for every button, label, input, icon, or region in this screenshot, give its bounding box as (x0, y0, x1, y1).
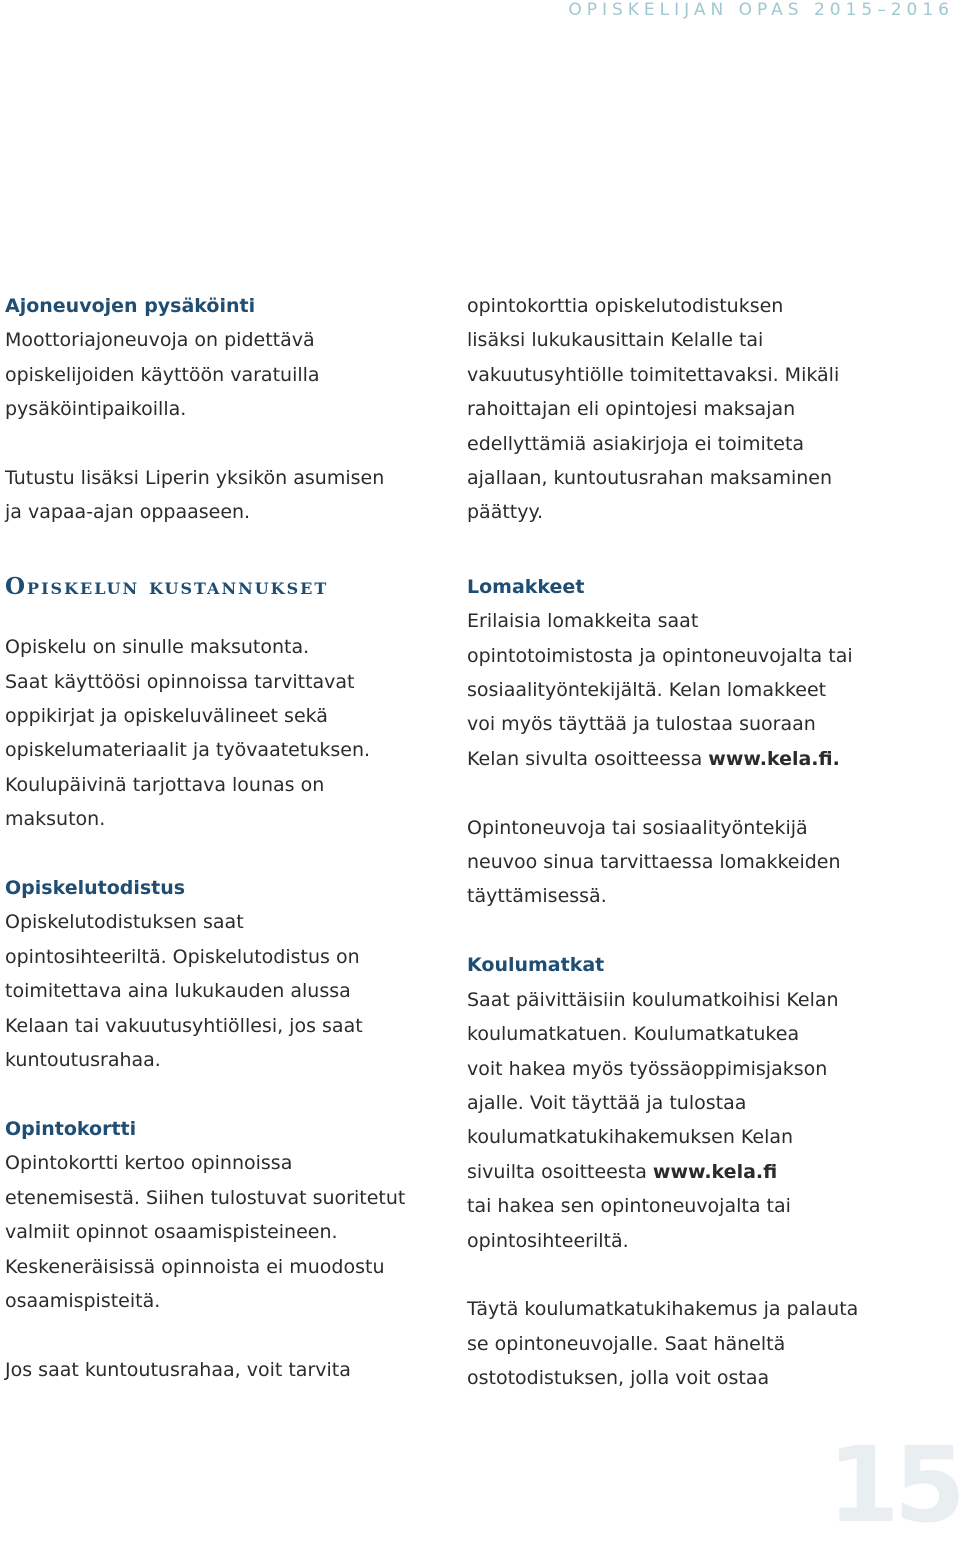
text-line: valmiit opinnot osaamispisteineen. (5, 1221, 338, 1244)
certificate-section (5, 871, 445, 1077)
text-line: Koulupäivinä tarjottava lounas on (5, 773, 325, 796)
costs-section (5, 630, 445, 836)
text-line: toimitettava aina lukukauden alussa (5, 980, 351, 1003)
text-line: täyttämisessä. (467, 885, 607, 908)
text-line: voit hakea myös työssäoppimisjakson (467, 1057, 828, 1080)
text-line: Tutustu lisäksi Liperin yksikön asumisen (5, 467, 385, 490)
parking-heading: Ajoneuvojen pysäköinti (5, 295, 256, 317)
advisor-paragraph (467, 811, 907, 914)
study-card-section (5, 1112, 445, 1318)
text-line: opiskelumateriaalit ja työvaatetuksen. (5, 739, 371, 762)
text-line: Opiskelutodistuksen saat (5, 911, 244, 934)
text-line: edellyttämiä asiakirjoja ei toimiteta (467, 432, 805, 455)
housing-guide-note (5, 461, 445, 530)
text-line: ajallaan, kuntoutusrahan maksaminen (467, 467, 833, 490)
text-line: Saat käyttöösi opinnoissa tarvittavat (5, 670, 355, 693)
text-line: koulumatkatukihakemuksen Kelan (467, 1126, 794, 1149)
travel-section (467, 948, 907, 1258)
study-card-heading: Opintokortti (5, 1117, 137, 1140)
text-line: opintosihteeriltä. (467, 1229, 629, 1252)
text-line: ostotodistuksen, jolla voit ostaa (467, 1367, 770, 1390)
text-line: Keskeneräisissä opinnoista ei muodostu (5, 1255, 385, 1278)
travel-heading: Koulumatkat (467, 954, 605, 977)
text-line: ja vapaa-ajan oppaaseen. (5, 501, 251, 524)
text-line: Opintoneuvoja tai sosiaalityöntekijä (467, 816, 808, 839)
text-line: päättyy. (467, 501, 544, 524)
text-line: kuntoutusrahaa. (5, 1049, 161, 1072)
text-line: pysäköintipaikoilla. (5, 398, 187, 421)
parking-section (5, 289, 445, 427)
costs-section-heading: Opiskelun kustannukset (5, 572, 329, 600)
text-line (467, 1155, 907, 1189)
text-line: maksuton. (5, 808, 106, 831)
left-column (5, 289, 445, 1387)
text-line: lisäksi lukukausittain Kelalle tai (467, 329, 764, 352)
text-line: opintokorttia opiskelutodistuksen (467, 295, 784, 317)
text-line: sosiaalityöntekijältä. Kelan lomakkeet (467, 679, 827, 702)
forms-heading: Lomakkeet (467, 575, 585, 598)
text-line: Opiskelu on sinulle maksutonta. (5, 636, 310, 659)
text-line: neuvoo sinua tarvittaessa lomakkeiden (467, 851, 841, 874)
forms-section (467, 570, 907, 776)
text-line: opintotoimistosta ja opintoneuvojalta tai (467, 644, 853, 667)
text-line-prefix: sivuilta osoitteesta (467, 1160, 653, 1183)
text-line: etenemisestä. Siihen tulostuvat suoritetut (5, 1186, 406, 1209)
text-line: opintosihteeriltä. Opiskelutodistus on (5, 945, 360, 968)
text-line: rahoittajan eli opintojesi maksajan (467, 398, 796, 421)
text-line: koulumatkatuen. Koulumatkatukea (467, 1023, 800, 1046)
text-line: osaamispisteitä. (5, 1289, 161, 1312)
text-line: Kelaan tai vakuutusyhtiöllesi, jos saat (5, 1014, 363, 1037)
text-line (467, 742, 907, 776)
certificate-heading: Opiskelutodistus (5, 877, 186, 900)
text-line: oppikirjat ja opiskeluvälineet sekä (5, 705, 328, 728)
running-header: OPISKELIJAN OPAS 2015–2016 (568, 0, 954, 20)
text-line: tai hakea sen opintoneuvojalta tai (467, 1195, 791, 1218)
kela-link[interactable]: www.kela.fi. (708, 747, 840, 770)
text-line: se opintoneuvojalle. Saat häneltä (467, 1332, 786, 1355)
return-paragraph (467, 1292, 907, 1395)
continuation-paragraph (467, 289, 907, 530)
text-line: voi myös täyttää ja tulostaa suoraan (467, 713, 816, 736)
right-column (467, 289, 907, 1396)
text-line: Opintokortti kertoo opinnoissa (5, 1152, 293, 1175)
text-line: Erilaisia lomakkeita saat (467, 610, 699, 633)
page-number: 15 (827, 1424, 960, 1546)
text-line: Jos saat kuntoutusrahaa, voit tarvita (5, 1358, 351, 1381)
text-line: Saat päivittäisiin koulumatkoihisi Kelan (467, 988, 839, 1011)
kela-link[interactable]: www.kela.fi (652, 1160, 778, 1183)
text-line: vakuutusyhtiölle toimitettavaksi. Mikäli (467, 363, 840, 386)
text-line: Täytä koulumatkatukihakemus ja palauta (467, 1298, 859, 1321)
text-line: opiskelijoiden käyttöön varatuilla (5, 363, 320, 386)
text-line: Moottoriajoneuvoja on pidettävä (5, 329, 315, 352)
text-line: ajalle. Voit täyttää ja tulostaa (467, 1091, 747, 1114)
text-line-prefix: Kelan sivulta osoitteessa (467, 747, 709, 770)
rehab-allowance-note (5, 1353, 445, 1387)
